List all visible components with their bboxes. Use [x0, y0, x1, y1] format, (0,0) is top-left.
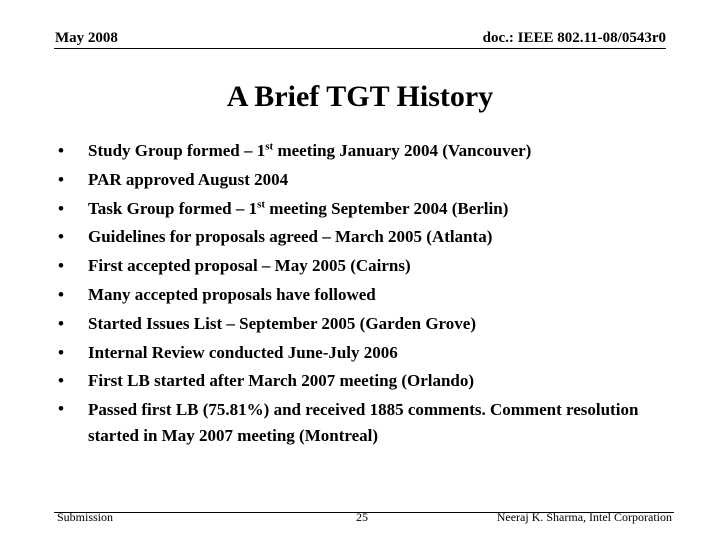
bullet-icon: •: [58, 141, 64, 160]
bullet-item: • Passed first LB (75.81%) and received 1885 comments. Comment resolution started in May 2007 meeting (Montreal): [58, 396, 668, 449]
bullet-icon: •: [58, 399, 64, 419]
bullet-item: • Internal Review conducted June-July 2006: [58, 339, 668, 368]
header-rule: [54, 48, 666, 49]
bullet-icon: •: [58, 169, 64, 189]
footer-submission: Submission: [57, 510, 114, 524]
bullet-item: • First LB started after March 2007 meeting (Orlando): [58, 367, 668, 396]
bullet-icon: •: [58, 227, 64, 247]
bullet-item: • Study Group formed – 1st meeting January 2004 (Vancouver): [58, 137, 668, 166]
slide-title: A Brief TGT History: [226, 80, 494, 113]
bullet-item: • First accepted proposal – May 2005 (Cairns): [58, 252, 668, 281]
bullet-item: • PAR approved August 2004: [58, 166, 668, 195]
bullet-icon: •: [58, 371, 64, 391]
bullet-icon: •: [58, 256, 64, 276]
bullet-item: • Guidelines for proposals agreed – March 2005 (Atlanta): [58, 223, 668, 252]
bullet-icon: •: [58, 198, 64, 218]
footer-author: Neeraj K. Sharma, Intel Corporation: [496, 510, 672, 524]
footer-page-number: 25: [356, 510, 368, 524]
header-date: May 2008: [55, 30, 118, 46]
bullet-icon: •: [58, 342, 64, 362]
bullet-item: • Many accepted proposals have followed: [58, 281, 668, 310]
bullet-icon: •: [58, 313, 64, 333]
header-doc-id: doc.: IEEE 802.11-08/0543r0: [482, 30, 666, 46]
bullet-list: [58, 137, 668, 449]
bullet-item: • Started Issues List – September 2005 (Garden Grove): [58, 310, 668, 339]
bullet-icon: •: [58, 284, 64, 304]
bullet-item: • Task Group formed – 1st meeting September 2004 (Berlin): [58, 195, 668, 224]
